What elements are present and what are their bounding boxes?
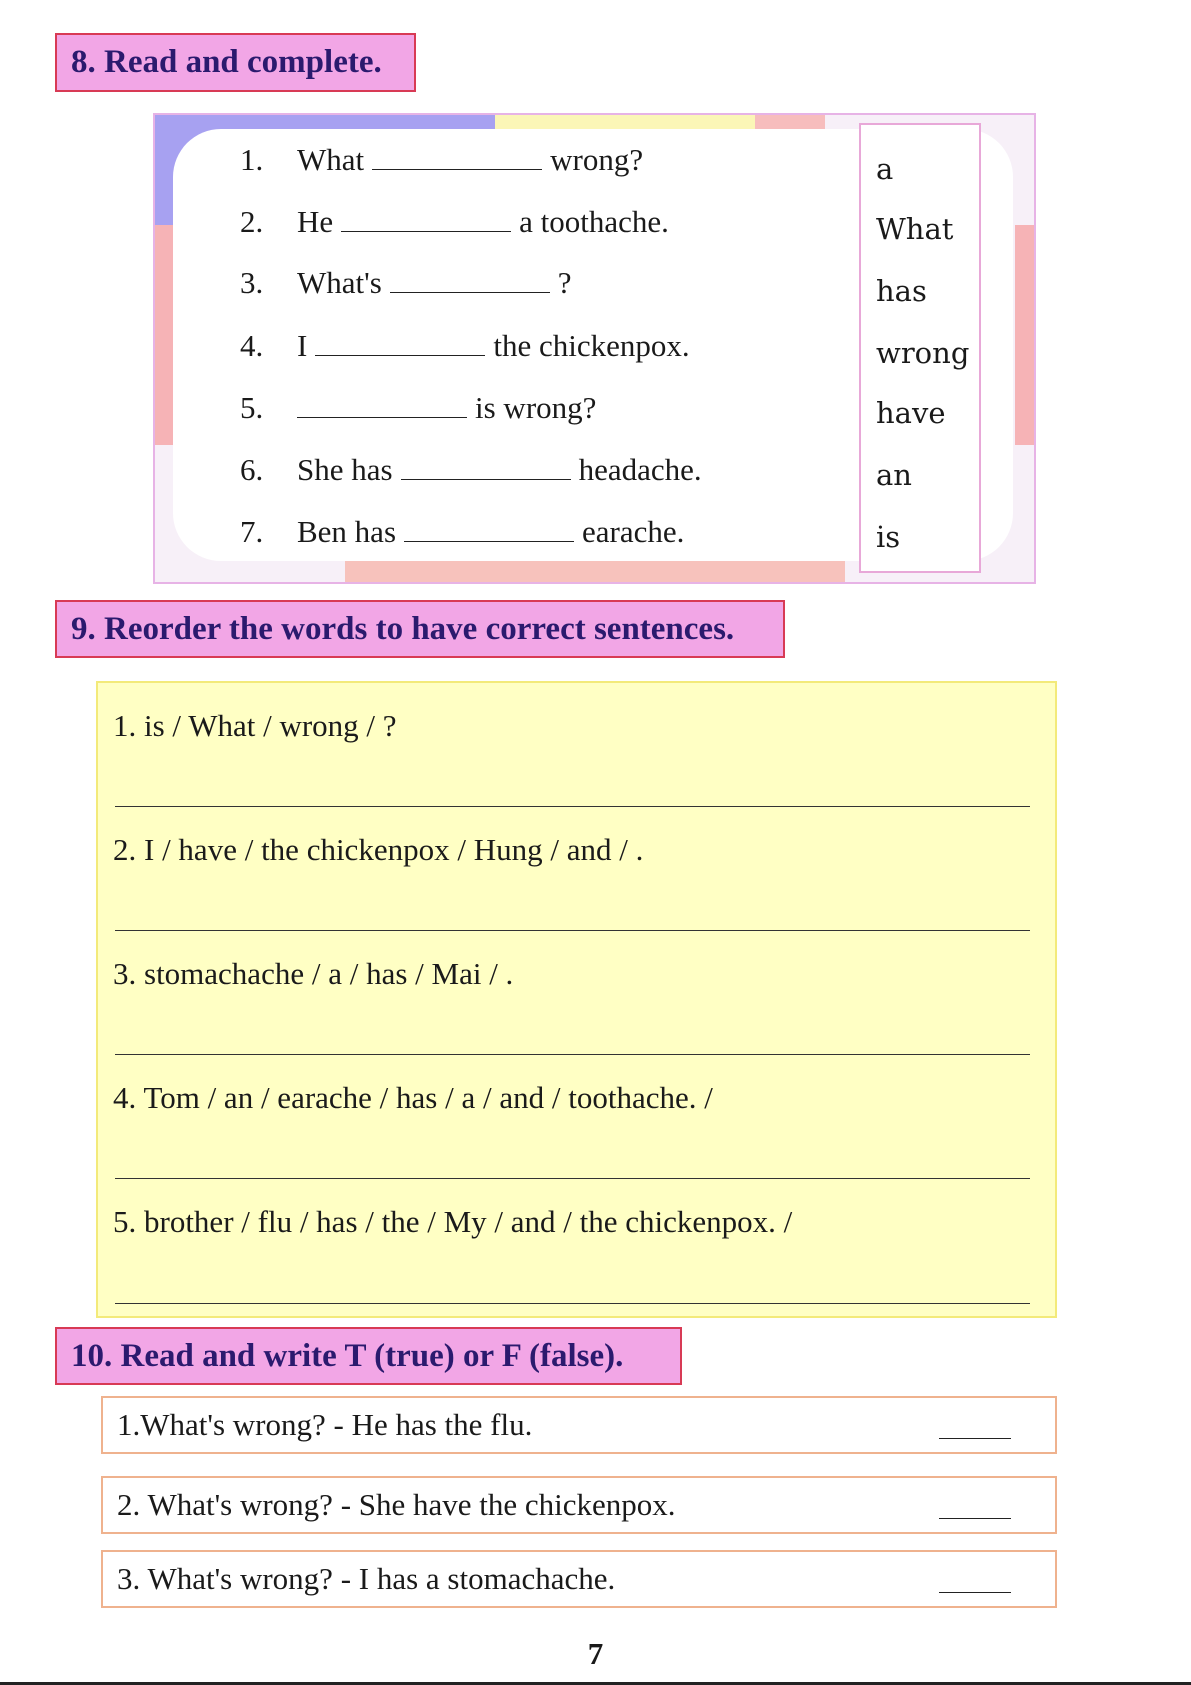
reorder-item-4: 4. Tom / an / earache / has / a / and / toothache. / [113,1080,713,1115]
section-8-title: 8. Read and complete. [55,33,416,92]
tf-statement: 1.What's wrong? - He has the flu. [117,1407,533,1442]
answer-blank[interactable] [390,291,550,293]
answer-line-5[interactable] [115,1303,1030,1304]
answer-line-1[interactable] [115,806,1030,807]
answer-line-3[interactable] [115,1054,1030,1055]
answer-line-4[interactable] [115,1178,1030,1179]
reorder-item-3: 3. stomachache / a / has / Mai / . [113,956,514,991]
fill-item-2: 2. He a toothache. [240,204,669,239]
fill-item-7: 7. Ben has earache. [240,514,685,549]
answer-blank[interactable] [341,230,511,232]
fill-item-4: 4. I the chickenpox. [240,328,690,363]
fill-item-6: 6. She has headache. [240,452,702,487]
tf-statement: 3. What's wrong? - I has a stomachache. [117,1561,616,1596]
fill-item-5: 5. is wrong? [240,390,597,425]
tf-item-3 [101,1550,1057,1608]
reorder-item-5: 5. brother / flu / has / the / My / and / the chickenpox. / [113,1204,793,1239]
tf-statement: 2. What's wrong? - She have the chickenpox. [117,1487,676,1522]
answer-blank[interactable] [372,168,542,170]
tf-item-1 [101,1396,1057,1454]
tf-answer-blank[interactable] [939,1518,1011,1519]
reorder-item-1: 1. is / What / wrong / ? [113,708,397,743]
answer-line-2[interactable] [115,930,1030,931]
word-bank [859,123,981,573]
tf-answer-blank[interactable] [939,1592,1011,1593]
answer-blank[interactable] [401,478,571,480]
word-bank-item: a [876,152,894,186]
word-bank-item: an [876,458,912,492]
answer-blank[interactable] [315,354,485,356]
word-bank-item: wrong [876,336,970,370]
fill-item-1: 1. What wrong? [240,142,644,177]
page-number: 7 [587,1636,604,1671]
word-bank-item: have [876,396,946,430]
decor-pink-right [1015,225,1036,445]
answer-blank[interactable] [297,416,467,418]
section-10-title: 10. Read and write T (true) or F (false). [55,1327,682,1385]
section-9-title: 9. Reorder the words to have correct sentences. [55,600,785,658]
word-bank-item: is [876,520,901,554]
section-9-panel [96,681,1057,1318]
reorder-item-2: 2. I / have / the chickenpox / Hung / and / . [113,832,644,867]
tf-item-2 [101,1476,1057,1534]
word-bank-item: What [876,212,954,246]
tf-answer-blank[interactable] [939,1438,1011,1439]
fill-item-3: 3. What's ? [240,265,572,300]
word-bank-item: has [876,274,927,308]
answer-blank[interactable] [404,540,574,542]
